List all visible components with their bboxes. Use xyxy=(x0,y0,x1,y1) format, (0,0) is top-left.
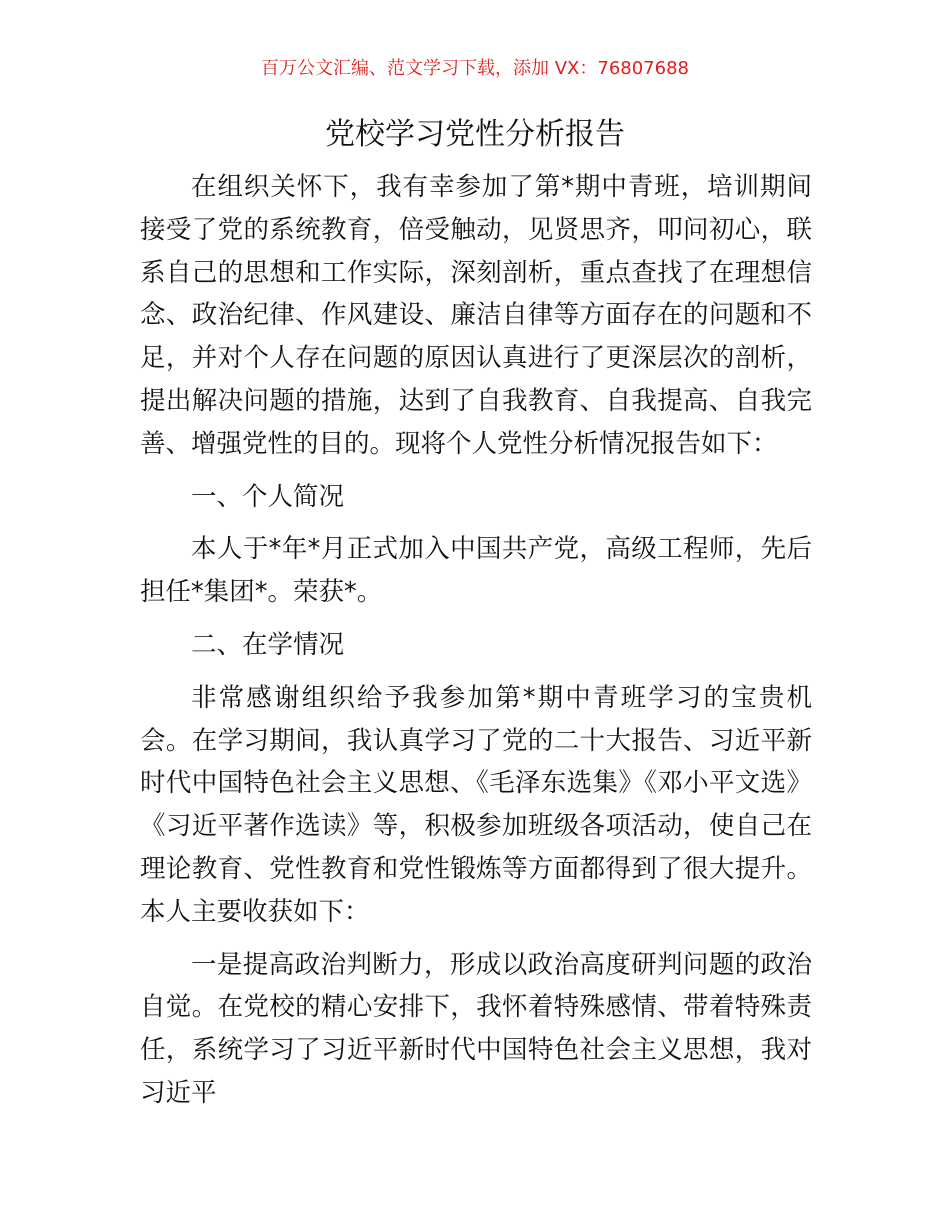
header-banner: 百万公文汇编、范文学习下载，添加 VX：76807688 xyxy=(261,58,689,79)
personal-profile-paragraph: 本人于*年*月正式加入中国共产党，高级工程师，先后担任*集团*。荣获*。 xyxy=(140,534,812,608)
document-title: 党校学习党性分析报告 xyxy=(325,117,625,152)
section-heading-personal-profile: 一、个人简况 xyxy=(191,481,345,512)
document-body xyxy=(140,166,812,1125)
study-status-paragraph: 非常感谢组织给予我参加第*期中青班学习的宝贵机会。在学习期间，我认真学习了党的二十大报告、习近平新时代中国特色社会主义思想、《毛泽东选集》《邓小平文选》《习近平著作选读》等，积极参加班级各项活动，使自己在理论教育、党性教育和党性锻炼等方面都得到了很大提升。本人主要收获如下： xyxy=(140,682,812,927)
intro-paragraph: 在组织关怀下，我有幸参加了第*期中青班，培训期间接受了党的系统教育，倍受触动，见贤思齐，叩问初心，联系自己的思想和工作实际，深刻剖析，重点查找了在理想信念、政治纪律、作风建设、廉洁自律等方面存在的问题和不足，并对个人存在问题的原因认真进行了更深层次的剖析，提出解决问题的措施，达到了自我教育、自我提高、自我完善、增强党性的目的。现将个人党性分析情况报告如下： xyxy=(140,172,812,459)
section-heading-study-status: 二、在学情况 xyxy=(191,629,345,660)
political-judgment-paragraph: 一是提高政治判断力，形成以政治高度研判问题的政治自觉。在党校的精心安排下，我怀着特殊感情、带着特殊责任，系统学习了习近平新时代中国特色社会主义思想，我对习近平 xyxy=(140,949,812,1108)
